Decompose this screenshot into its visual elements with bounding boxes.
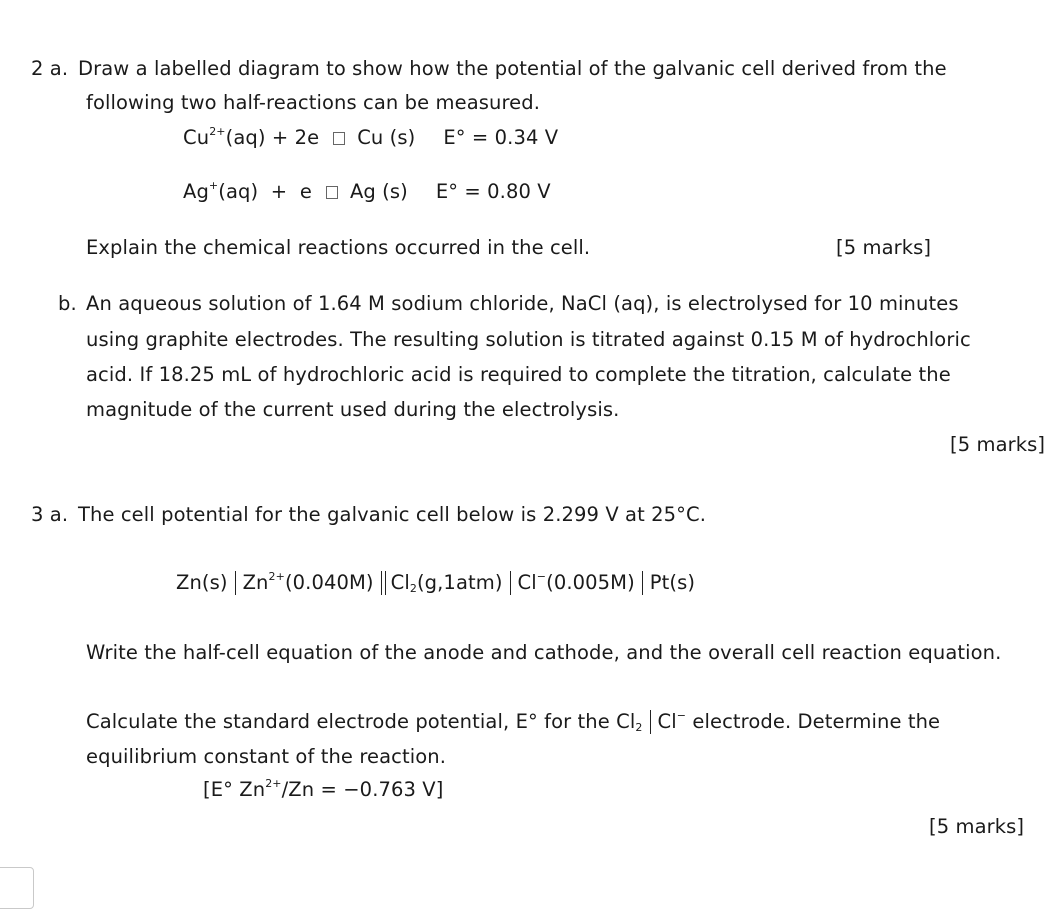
- reaction-cu: [183, 126, 558, 149]
- missing-arrow-glyph: [333, 132, 345, 145]
- missing-arrow-glyph: [326, 186, 338, 199]
- reaction-ag-charge: +: [208, 179, 219, 192]
- calc-prefix: Calculate the standard electrode potential, E° for the Cl: [86, 710, 636, 733]
- cell-anode: Zn(s): [176, 571, 228, 594]
- q3a-calc-line1: [86, 710, 940, 734]
- page-corner-frame: [0, 867, 34, 909]
- given-suffix: /Zn = −0.763 V]: [281, 778, 444, 801]
- cell-cathode: Pt(s): [649, 571, 696, 594]
- q2b-number: b.: [58, 292, 77, 315]
- q2b-line2: using graphite electrodes. The resulting solution is titrated against 0.15 M of hydrochloric: [86, 328, 971, 351]
- q2a-explain: Explain the chemical reactions occurred in the cell.: [86, 236, 591, 259]
- cell-zn-charge: 2+: [268, 570, 285, 583]
- cell-cl2-subscript: 2: [409, 582, 417, 595]
- given-prefix: [E° Zn: [203, 778, 266, 801]
- reaction-cu-potential: E° = 0.34 V: [443, 126, 559, 149]
- q2a-line1: Draw a labelled diagram to show how the potential of the galvanic cell derived from the: [78, 57, 947, 80]
- q2b-line3: acid. If 18.25 mL of hydrochloric acid is required to complete the titration, calculate the: [86, 363, 951, 386]
- reaction-ag-state: (aq) + e: [218, 180, 312, 203]
- reaction-cu-state: (aq) + 2e: [225, 126, 320, 149]
- q2b-line1: An aqueous solution of 1.64 M sodium chloride, NaCl (aq), is electrolysed for 10 minutes: [86, 292, 959, 315]
- cell-cl2-state: (g,1atm): [416, 571, 503, 594]
- cell-zn-conc: (0.040M): [284, 571, 374, 594]
- given-charge: 2+: [265, 777, 282, 790]
- q2a-line2: following two half-reactions can be measured.: [86, 91, 541, 114]
- reaction-cu-product: Cu (s): [357, 126, 416, 149]
- calc-cl: Cl: [657, 710, 677, 733]
- cell-cl2: Cl: [390, 571, 410, 594]
- reaction-ag: [183, 180, 551, 203]
- calc-subscript: 2: [635, 721, 643, 734]
- calc-suffix: electrode. Determine the: [692, 710, 941, 733]
- q3a-write: Write the half-cell equation of the anode and cathode, and the overall cell reaction equation.: [86, 641, 1002, 664]
- q3a-number: 3 a.: [31, 503, 69, 526]
- q3-marks: [5 marks]: [929, 815, 1025, 838]
- given-potential: [203, 778, 443, 801]
- cell-cl-conc: (0.005M): [546, 571, 635, 594]
- phase-boundary: [642, 571, 643, 595]
- phase-boundary: [650, 710, 651, 734]
- cell-cl-charge: −: [536, 570, 547, 583]
- salt-bridge: [381, 571, 386, 595]
- reaction-ag-potential: E° = 0.80 V: [435, 180, 551, 203]
- q2a-marks: [5 marks]: [836, 236, 932, 259]
- q3a-calc-line2: equilibrium constant of the reaction.: [86, 745, 447, 768]
- reaction-cu-species: Cu: [183, 126, 210, 149]
- q2b-marks: [5 marks]: [950, 433, 1046, 456]
- cell-notation: [176, 571, 695, 595]
- q3a-line1: The cell potential for the galvanic cell below is 2.299 V at 25°C.: [78, 503, 707, 526]
- calc-charge: −: [676, 709, 687, 722]
- reaction-ag-species: Ag: [183, 180, 209, 203]
- cell-zn-ion: Zn: [242, 571, 269, 594]
- phase-boundary: [510, 571, 511, 595]
- cell-cl-ion: Cl: [517, 571, 537, 594]
- reaction-ag-product: Ag (s): [349, 180, 408, 203]
- reaction-cu-charge: 2+: [209, 125, 226, 138]
- phase-boundary: [235, 571, 236, 595]
- q2a-number: 2 a.: [31, 57, 69, 80]
- q2b-line4: magnitude of the current used during the electrolysis.: [86, 398, 620, 421]
